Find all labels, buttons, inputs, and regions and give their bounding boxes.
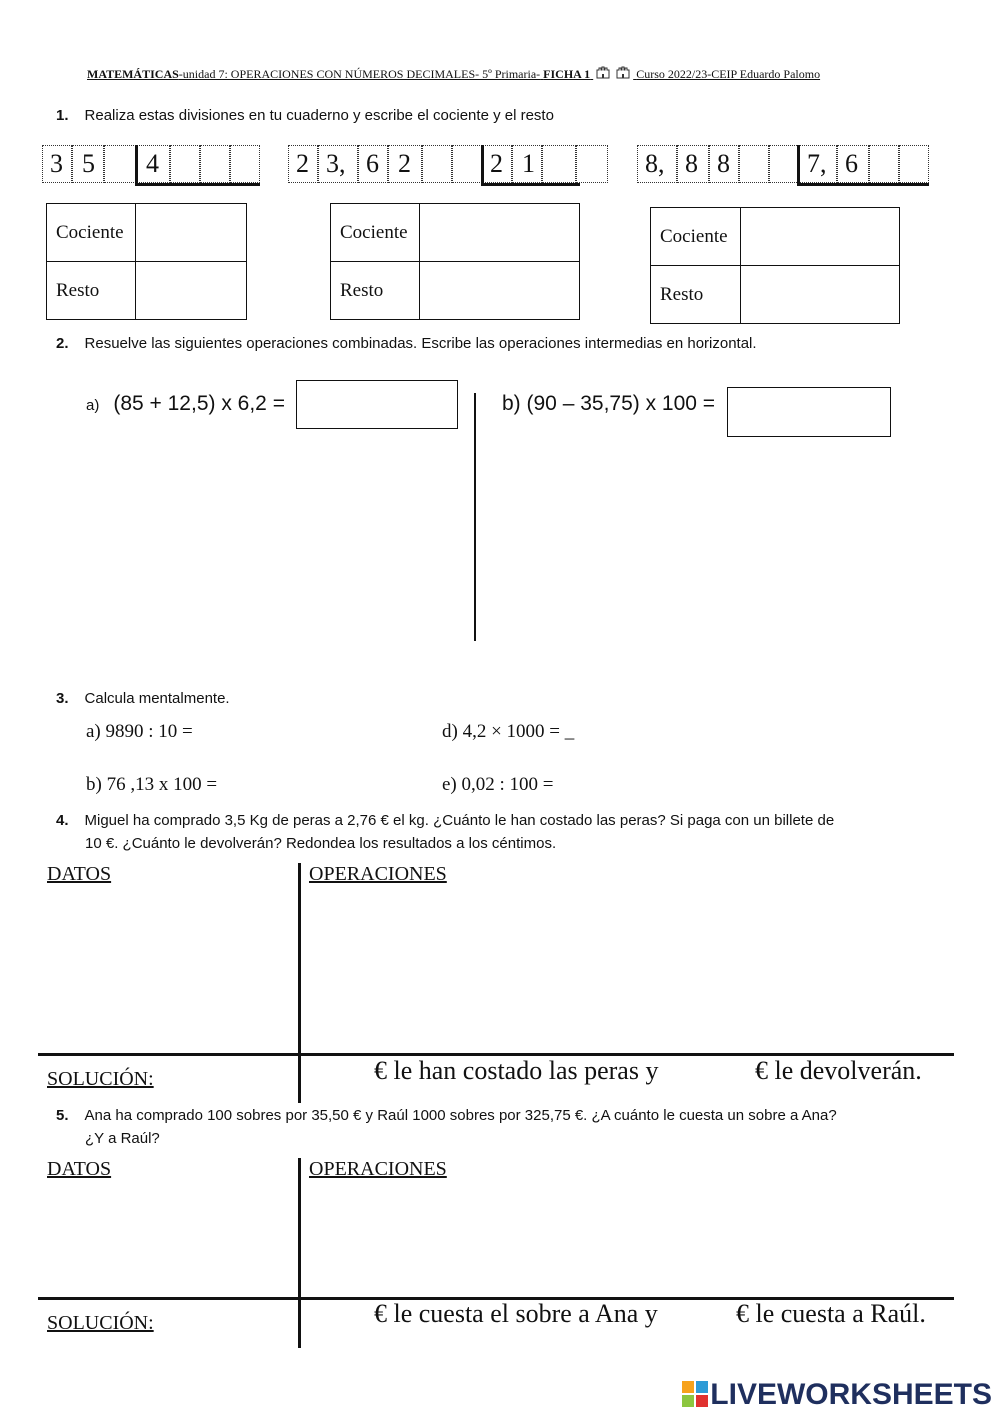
- digit-cell[interactable]: [869, 145, 899, 183]
- liveworksheets-brand: [682, 1378, 992, 1412]
- question-text: Calcula mentalmente.: [84, 690, 230, 707]
- solution-text-1: € le cuesta el sobre a Ana y: [374, 1299, 658, 1328]
- cociente-input[interactable]: [420, 204, 580, 262]
- answer-box-b[interactable]: [727, 387, 891, 437]
- question-text-line2: ¿Y a Raúl?: [85, 1130, 160, 1147]
- operaciones-label: OPERACIONES: [309, 1158, 447, 1180]
- answer-box-a[interactable]: [296, 380, 458, 429]
- dividend-digit: 8,: [645, 149, 665, 178]
- division-1: [42, 145, 260, 185]
- dividend-digit: 5: [82, 149, 95, 178]
- solution-text-2: € le cuesta a Raúl.: [736, 1299, 926, 1328]
- resto-input[interactable]: [741, 266, 900, 324]
- cociente-label: Cociente: [47, 204, 136, 262]
- operaciones-label: OPERACIONES: [309, 863, 447, 885]
- dividend-digit: 3,: [326, 149, 346, 178]
- solution-text-2: € le devolverán.: [755, 1056, 922, 1085]
- divider-line: [474, 393, 476, 641]
- digit-cell[interactable]: [452, 145, 482, 183]
- result-table-1: [46, 203, 247, 320]
- digit-cell[interactable]: [899, 145, 929, 183]
- dividend-digit: 6: [366, 149, 379, 178]
- header-course: Curso 2022/23-CEIP Eduardo Palomo: [636, 67, 821, 81]
- dividend-digit: 2: [398, 149, 411, 178]
- digit-cell[interactable]: [769, 145, 799, 183]
- cociente-label: Cociente: [651, 208, 741, 266]
- operation-expression: (85 + 12,5) x 6,2 =: [113, 392, 285, 415]
- digit-cell[interactable]: [230, 145, 260, 183]
- mental-d: d) 4,2 × 1000 = _: [442, 721, 575, 742]
- divisor-digit: 2: [490, 149, 503, 178]
- header-unit: -unidad 7: OPERACIONES CON NÚMEROS DECIMALES- 5º Primaria-: [178, 67, 541, 81]
- division-3: [637, 145, 929, 185]
- dividend-digit: 8: [685, 149, 698, 178]
- brand-text: LIVEWORKSHEETS: [710, 1378, 992, 1411]
- castle-icon: [596, 66, 610, 79]
- cociente-input[interactable]: [741, 208, 900, 266]
- question-5: [56, 1104, 936, 1150]
- mental-a: a) 9890 : 10 =: [86, 721, 193, 742]
- resto-label: Resto: [47, 262, 136, 320]
- dividend-digit: 2: [296, 149, 309, 178]
- dividend-digit: 3: [50, 149, 63, 178]
- solution-text-1: € le han costado las peras y: [374, 1056, 659, 1085]
- division-2: [288, 145, 608, 185]
- digit-cell[interactable]: [170, 145, 200, 183]
- digit-cell[interactable]: [542, 145, 576, 183]
- datos-label: DATOS: [47, 863, 112, 885]
- question-text: Realiza estas divisiones en tu cuaderno y escribe el cociente y el resto: [84, 107, 554, 124]
- question-text: Resuelve las siguientes operaciones combinadas. Escribe las operaciones intermedias en horizontal.: [84, 335, 757, 352]
- resto-input[interactable]: [136, 262, 247, 320]
- digit-cell[interactable]: [422, 145, 452, 183]
- divisor-digit: 4: [146, 149, 159, 178]
- resto-label: Resto: [331, 262, 420, 320]
- solucion-label: SOLUCIÓN:: [47, 1312, 154, 1334]
- divider-line: [298, 863, 301, 1103]
- divisor-digit: 7,: [807, 149, 827, 178]
- header-subject: MATEMÁTICAS: [87, 67, 179, 81]
- digit-cell[interactable]: [200, 145, 230, 183]
- question-text-line1: Miguel ha comprado 3,5 Kg de peras a 2,76 € el kg. ¿Cuánto le han costado las peras? Si paga con un billete de: [84, 812, 835, 829]
- digit-cell[interactable]: [576, 145, 608, 183]
- division-bracket: [135, 183, 260, 186]
- mental-b: b) 76 ,13 x 100 =: [86, 774, 218, 795]
- question-3: [56, 690, 230, 708]
- digit-cell[interactable]: [739, 145, 769, 183]
- divider-line: [298, 1158, 301, 1348]
- worksheet-header: [87, 66, 820, 82]
- question-2: [56, 335, 757, 353]
- division-bracket: [481, 145, 484, 186]
- cociente-label: Cociente: [331, 204, 420, 262]
- solucion-label: SOLUCIÓN:: [47, 1068, 154, 1090]
- question-1: [56, 107, 554, 125]
- castle-icon: [616, 66, 630, 79]
- operation-letter: a): [86, 397, 100, 414]
- division-bracket: [481, 183, 580, 186]
- operation-a: [86, 392, 285, 416]
- question-text-line1: Ana ha comprado 100 sobres por 35,50 € y Raúl 1000 sobres por 325,75 €. ¿A cuánto le cuesta un sobre a Ana?: [84, 1107, 837, 1124]
- division-bracket: [797, 183, 929, 186]
- question-4: [56, 809, 936, 855]
- resto-input[interactable]: [420, 262, 580, 320]
- question-number: 4.: [56, 812, 69, 829]
- dividend-digit: 8: [717, 149, 730, 178]
- operation-b: b) (90 – 35,75) x 100 =: [502, 392, 716, 415]
- mental-e: e) 0,02 : 100 =: [442, 774, 554, 795]
- resto-label: Resto: [651, 266, 741, 324]
- division-bracket: [135, 145, 138, 186]
- digit-cell[interactable]: [104, 145, 136, 183]
- cociente-input[interactable]: [136, 204, 247, 262]
- divisor-digit: 1: [522, 149, 535, 178]
- result-table-3: [650, 207, 900, 324]
- header-ficha: FICHA 1: [543, 67, 591, 81]
- liveworksheets-logo-icon: [682, 1381, 708, 1407]
- question-number: 2.: [56, 335, 69, 352]
- result-table-2: [330, 203, 580, 320]
- question-number: 1.: [56, 107, 69, 124]
- question-number: 3.: [56, 690, 69, 707]
- question-number: 5.: [56, 1107, 69, 1124]
- division-bracket: [797, 145, 800, 186]
- question-text-line2: 10 €. ¿Cuánto le devolverán? Redondea los resultados a los céntimos.: [85, 835, 557, 852]
- divisor-digit: 6: [845, 149, 858, 178]
- datos-label: DATOS: [47, 1158, 112, 1180]
